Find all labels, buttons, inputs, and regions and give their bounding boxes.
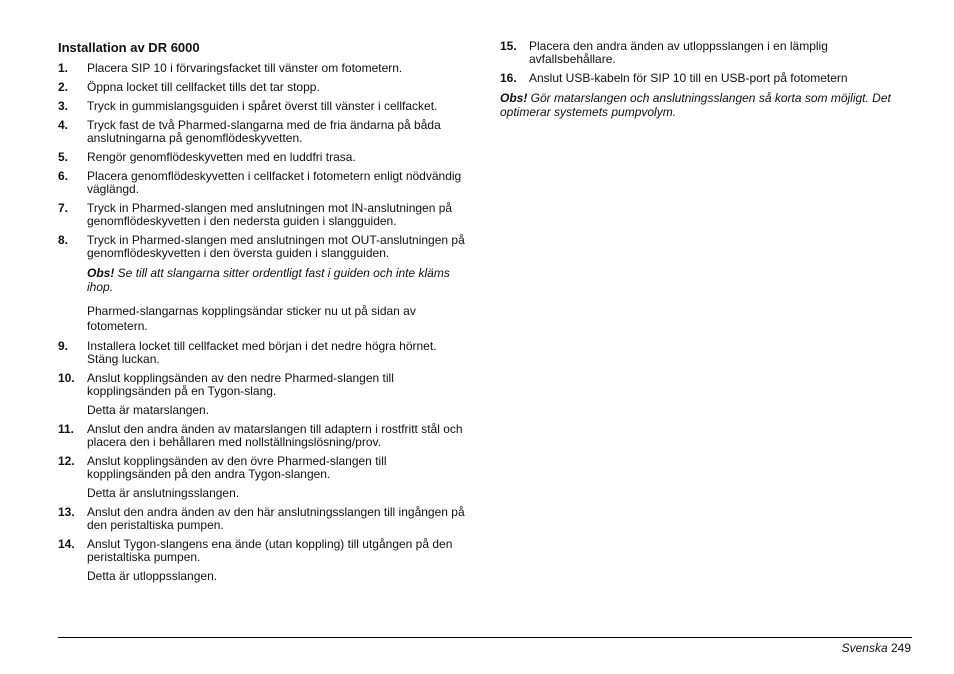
step-number: 5.	[58, 150, 69, 164]
step-text: Anslut kopplingsänden av den nedre Pharmed-slangen till kopplingsänden på en Tygon-slang.	[87, 371, 394, 398]
step-number: 14.	[58, 537, 75, 551]
list-item	[58, 170, 470, 196]
step-text: Tryck fast de två Pharmed-slangarna med de fria ändarna på båda anslutningarna på genomflödeskyvetten.	[87, 118, 441, 145]
step-text: Anslut Tygon-slangens ena ände (utan koppling) till utgången på den peristaltiska pumpen.	[87, 537, 453, 564]
note-label: Obs!	[87, 266, 115, 280]
step-list	[58, 62, 470, 583]
list-item	[58, 100, 470, 113]
step-number: 6.	[58, 169, 69, 183]
list-item	[58, 151, 470, 164]
step-result: Detta är utloppsslangen.	[87, 569, 218, 583]
page-footer	[842, 642, 911, 655]
right-column	[500, 40, 912, 119]
step-text: Placera genomflödeskyvetten i cellfacket i fotometern enligt nödvändig väglängd.	[87, 169, 462, 196]
list-item	[58, 340, 470, 366]
step-text: Placera den andra änden av utloppsslangen i en lämplig avfallsbehållare.	[529, 39, 828, 66]
step-text: Tryck in Pharmed-slangen med anslutningen mot OUT-anslutningen på genomflödeskyvetten i den översta guiden i slangguiden.	[87, 233, 465, 260]
note-text: Se till att slangarna sitter ordentligt fast i guiden och inte kläms ihop.	[87, 266, 450, 294]
list-item	[500, 72, 912, 85]
step-number: 8.	[58, 233, 69, 247]
note-label: Obs!	[500, 91, 528, 105]
step-number: 7.	[58, 201, 69, 215]
list-item	[58, 81, 470, 94]
page-number: 249	[890, 641, 911, 655]
note	[500, 91, 912, 119]
step-number: 4.	[58, 118, 69, 132]
step-number: 13.	[58, 505, 75, 519]
step-number: 9.	[58, 339, 69, 353]
list-item	[58, 538, 470, 564]
list-item	[58, 423, 470, 449]
note-text: Gör matarslangen och anslutningsslangen så korta som möjligt. Det optimerar systemets pumpvolym.	[500, 91, 891, 119]
list-item	[58, 506, 470, 532]
step-result: Detta är matarslangen.	[87, 403, 210, 417]
list-item	[500, 40, 912, 66]
footer-language: Svenska	[841, 641, 888, 655]
step-text: Tryck in gummislangsguiden i spåret överst till vänster i cellfacket.	[87, 99, 438, 113]
footer-divider	[58, 637, 912, 638]
step-text: Anslut den andra änden av den här anslutningsslangen till ingången på den peristaltiska pumpen.	[87, 505, 465, 532]
step-text: Tryck in Pharmed-slangen med anslutningen mot IN-anslutningen på genomflödeskyvetten i den nedersta guiden i slangguiden.	[87, 201, 453, 228]
step-text: Installera locket till cellfacket med början i det nedre högra hörnet. Stäng luckan.	[87, 339, 437, 366]
paragraph-step-8: Pharmed-slangarnas kopplingsändar sticker nu ut på sidan av fotometern.	[87, 304, 416, 333]
step-text: Anslut den andra änden av matarslangen till adaptern i rostfritt stål och placera den i behållaren med nollställningslösning/prov.	[87, 422, 463, 449]
section-heading: Installation av DR 6000	[58, 40, 200, 55]
step-text: Rengör genomflödeskyvetten med en luddfri trasa.	[87, 150, 356, 164]
step-number: 3.	[58, 99, 69, 113]
left-column	[58, 40, 470, 589]
step-text: Anslut USB-kabeln för SIP 10 till en USB-port på fotometern	[529, 71, 848, 85]
step-number: 10.	[58, 371, 75, 385]
step-text: Anslut kopplingsänden av den övre Pharmed-slangen till kopplingsänden på den andra Tygon-slangen.	[87, 454, 387, 481]
step-text: Placera SIP 10 i förvaringsfacket till vänster om fotometern.	[87, 61, 403, 75]
list-item	[58, 234, 470, 260]
step-number: 15.	[500, 39, 517, 53]
list-item	[58, 202, 470, 228]
list-item	[58, 119, 470, 145]
list-item	[58, 455, 470, 481]
step-number: 1.	[58, 61, 69, 75]
list-item	[58, 372, 470, 398]
step-text: Öppna locket till cellfacket tills det tar stopp.	[87, 80, 320, 94]
step-number: 16.	[500, 71, 517, 85]
step-number: 12.	[58, 454, 75, 468]
step-number: 2.	[58, 80, 69, 94]
list-item	[58, 62, 470, 75]
step-result: Detta är anslutningsslangen.	[87, 486, 240, 500]
note-step-8	[87, 266, 470, 294]
step-number: 11.	[58, 422, 75, 436]
